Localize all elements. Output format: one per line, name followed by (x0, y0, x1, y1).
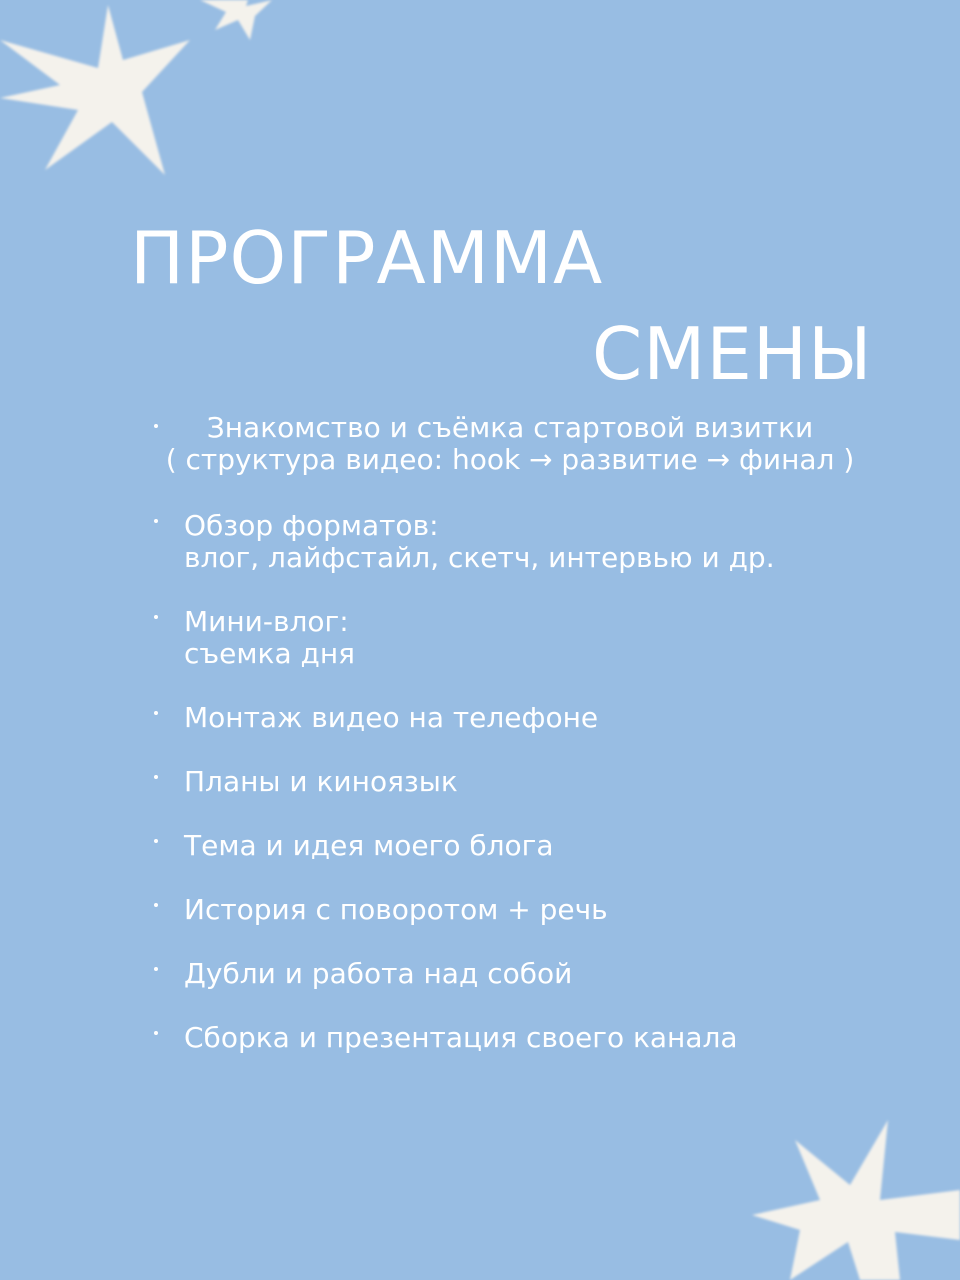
program-item-line: Тема и идея моего блога (184, 829, 554, 862)
program-item (184, 958, 572, 990)
program-item (184, 702, 598, 734)
bullet-dot-icon (154, 967, 158, 971)
program-item (184, 830, 554, 862)
star-icon (200, 0, 272, 40)
program-item-line: Дубли и работа над собой (184, 957, 573, 990)
program-item-line: влог, лайфстайл, скетч, интервью и др. (184, 541, 775, 574)
page-title-line1: ПРОГРАММА (130, 216, 604, 300)
star-icon (752, 1120, 960, 1280)
bullet-dot-icon (154, 839, 158, 843)
bullet-dot-icon (154, 1031, 158, 1035)
bullet-dot-icon (154, 711, 158, 715)
bullet-dot-icon (154, 775, 158, 779)
program-item-line: ( структура видео: hook → развитие → финал ) (165, 443, 855, 476)
program-item (184, 510, 775, 574)
bullet-dot-icon (154, 615, 158, 619)
program-item-line: съемка дня (184, 637, 356, 670)
bullet-dot-icon (154, 903, 158, 907)
star-icon (0, 5, 190, 175)
program-item-line: Обзор форматов: (184, 509, 439, 542)
program-item-line: Мини-влог: (184, 605, 349, 638)
program-item (130, 412, 890, 476)
program-item-line: Знакомство и съёмка стартовой визитки (206, 411, 814, 444)
program-item-line: История с поворотом + речь (184, 893, 608, 926)
bullet-dot-icon (154, 424, 158, 428)
program-item-line: Сборка и презентация своего канала (184, 1021, 738, 1054)
program-item-line: Планы и киноязык (184, 765, 458, 798)
page-title-line2: СМЕНЫ (592, 312, 873, 396)
program-item (184, 766, 458, 798)
program-item (184, 1022, 738, 1054)
program-item (184, 894, 608, 926)
bullet-dot-icon (154, 519, 158, 523)
program-item-line: Монтаж видео на телефоне (184, 701, 599, 734)
program-item (184, 606, 355, 670)
